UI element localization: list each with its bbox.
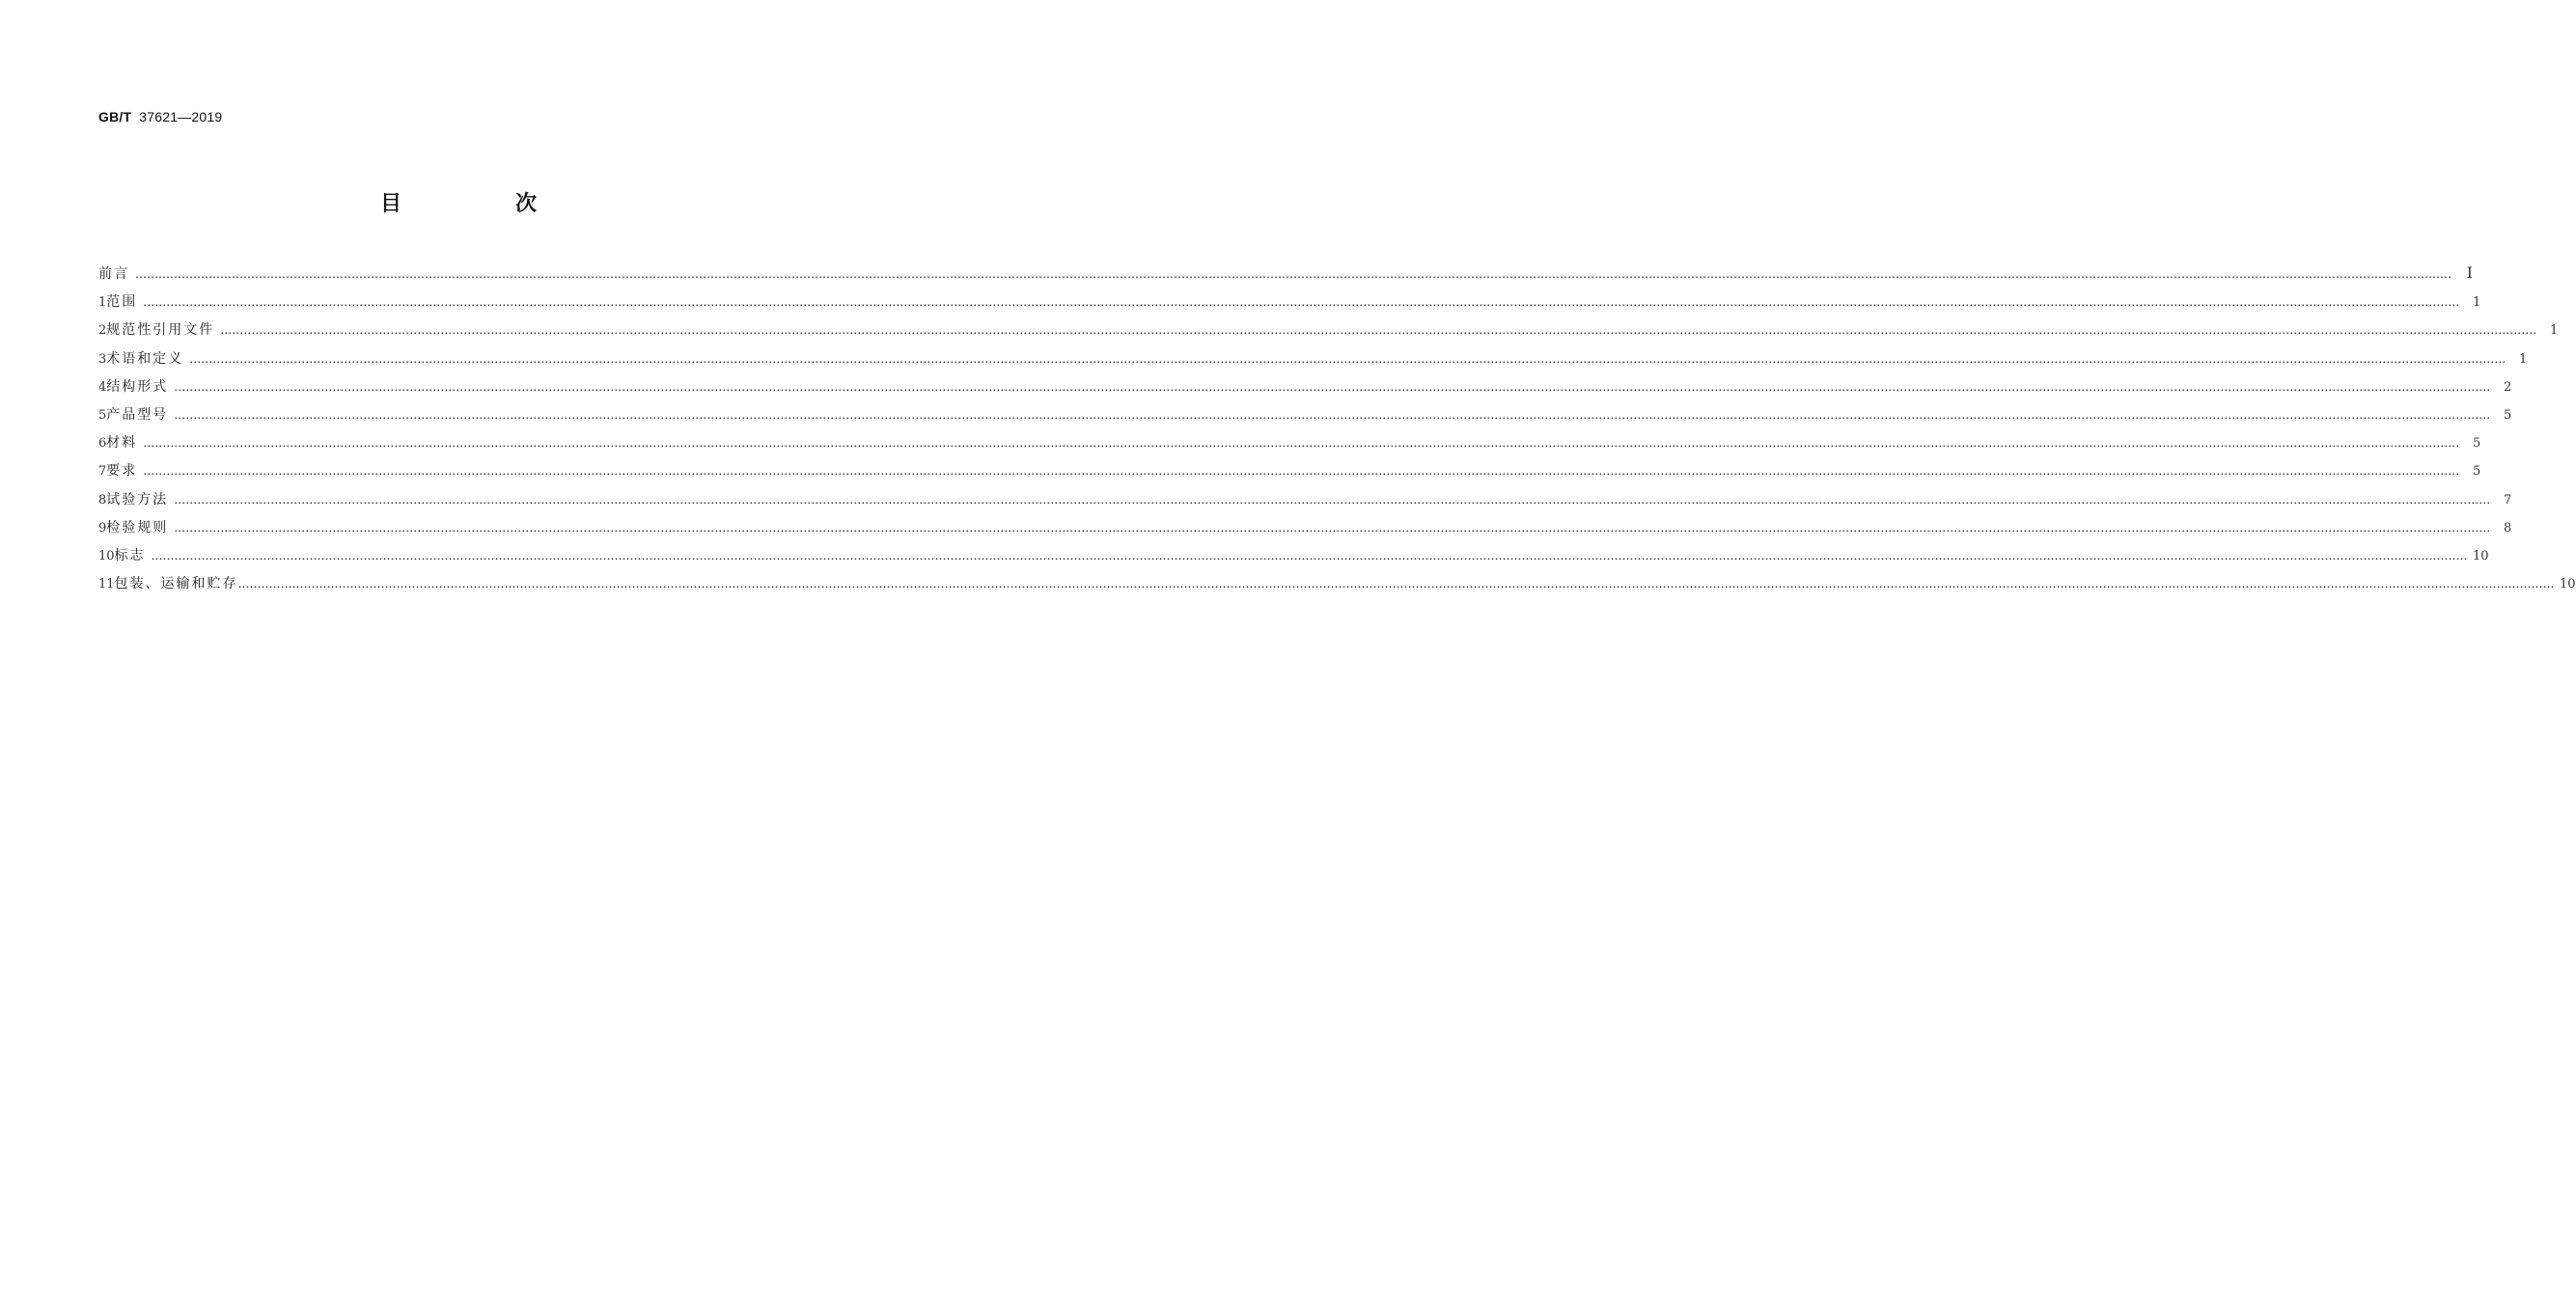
toc-entry[interactable] [98, 320, 2559, 348]
toc-entry[interactable] [98, 574, 2576, 602]
toc-entry-label: 前言 [98, 266, 129, 282]
toc-entry-number: 11 [98, 577, 115, 592]
toc-entry-label: 范围 [106, 294, 138, 311]
toc-entry-number: 10 [98, 548, 115, 564]
toc-entry[interactable] [98, 546, 2489, 574]
toc-entry-page: 5 [2473, 464, 2481, 480]
toc-entry-number: 9 [98, 520, 107, 536]
standard-header [98, 109, 222, 124]
table-of-contents [98, 264, 2576, 602]
toc-entry[interactable] [98, 292, 2481, 320]
dot-leader: …………………………………………………………………………………………………………………………………………………………………………………………………………………………………………………………………………………………………………………………………………………………………………………………………………………………………………………………………………………………………………………………………………………… [174, 492, 2491, 507]
toc-entry-number: 7 [98, 464, 107, 480]
toc-entry-page: 5 [2504, 407, 2512, 423]
dot-leader: …………………………………………………………………………………………………………………………………………………………………………………………………………………………………………………………………………………………………………………………………………………………………………………………………………………………………………………………………………………………………………………………………………………… [135, 267, 2451, 281]
toc-entry-label: 检验规则 [106, 519, 169, 536]
toc-entry-number: 3 [98, 351, 107, 367]
toc-entry-number: 6 [98, 436, 107, 452]
toc-entry[interactable] [98, 349, 2528, 377]
toc-entry-label: 结构形式 [106, 378, 169, 395]
toc-entry-label: 试验方法 [106, 491, 169, 508]
toc-entry-number: 4 [98, 379, 107, 395]
toc-entry-page: 7 [2504, 492, 2512, 508]
toc-entry-number: 1 [98, 295, 107, 311]
toc-entry-label: 材料 [106, 435, 138, 452]
toc-entry[interactable] [98, 377, 2512, 405]
toc-entry-number: 5 [98, 407, 107, 423]
dot-leader: …………………………………………………………………………………………………………………………………………………………………………………………………………………………………………………………………………………………………………………………………………………………………………………………………………………………………………………………………………………………………………………………………………………… [174, 379, 2491, 394]
toc-entry-page: Ⅰ [2466, 265, 2473, 282]
toc-entry[interactable] [98, 461, 2481, 489]
toc-entry-label: 要求 [106, 463, 138, 480]
toc-entry-page: 8 [2504, 520, 2512, 536]
dot-leader: …………………………………………………………………………………………………………………………………………………………………………………………………………………………………………………………………………………………………………………………………………………………………………………………………………………………………………………………………………………………………………………………………………………… [143, 436, 2460, 451]
dot-leader: …………………………………………………………………………………………………………………………………………………………………………………………………………………………………………………………………………………………………………………………………………………………………………………………………………………………………………………………………………………………………………………………………………………… [151, 548, 2468, 563]
toc-entry-label: 包装、运输和贮存 [114, 576, 238, 592]
standard-number: 37621—2019 [139, 109, 223, 124]
toc-entry-number: 8 [98, 492, 107, 508]
toc-entry[interactable] [98, 490, 2512, 518]
toc-entry-page: 10 [2473, 548, 2489, 564]
toc-entry-page: 1 [2519, 351, 2528, 367]
toc-entry-label: 术语和定义 [106, 350, 184, 367]
toc-entry-page: 10 [2560, 577, 2576, 592]
toc-entry-label: 规范性引用文件 [106, 322, 215, 339]
dot-leader: …………………………………………………………………………………………………………………………………………………………………………………………………………………………………………………………………………………………………………………………………………………………………………………………………………………………………………………………………………………………………………………………………………………… [174, 407, 2491, 422]
dot-leader: …………………………………………………………………………………………………………………………………………………………………………………………………………………………………………………………………………………………………………………………………………………………………………………………………………………………………………………………………………………………………………………………………………………… [143, 464, 2460, 479]
toc-entry-page: 1 [2473, 295, 2481, 311]
toc-entry-page: 2 [2504, 379, 2512, 395]
toc-entry[interactable] [98, 518, 2512, 546]
toc-entry-label: 产品型号 [106, 406, 169, 423]
dot-leader: …………………………………………………………………………………………………………………………………………………………………………………………………………………………………………………………………………………………………………………………………………………………………………………………………………………………………………………………………………………………………………………………………………………… [174, 520, 2491, 535]
toc-entry[interactable] [98, 264, 2473, 292]
toc-entry[interactable] [98, 405, 2512, 433]
dot-leader: …………………………………………………………………………………………………………………………………………………………………………………………………………………………………………………………………………………………………………………………………………………………………………………………………………………………………………………………………………………………………………………………………………………… [143, 295, 2460, 310]
toc-entry-number: 2 [98, 323, 107, 339]
dot-leader: …………………………………………………………………………………………………………………………………………………………………………………………………………………………………………………………………………………………………………………………………………………………………………………………………………………………………………………………………………………………………………………………………………………… [220, 323, 2537, 338]
standard-code: GB/T [98, 109, 132, 124]
toc-entry-label: 标志 [114, 547, 146, 564]
dot-leader: …………………………………………………………………………………………………………………………………………………………………………………………………………………………………………………………………………………………………………………………………………………………………………………………………………………………………………………………………………………………………………………………………………………… [237, 577, 2555, 592]
toc-entry-page: 1 [2550, 323, 2559, 339]
toc-entry-page: 5 [2473, 436, 2481, 452]
dot-leader: …………………………………………………………………………………………………………………………………………………………………………………………………………………………………………………………………………………………………………………………………………………………………………………………………………………………………………………………………………………………………………………………………………………… [189, 351, 2507, 366]
toc-entry[interactable] [98, 433, 2481, 461]
page-title: 目 次 [379, 192, 583, 216]
